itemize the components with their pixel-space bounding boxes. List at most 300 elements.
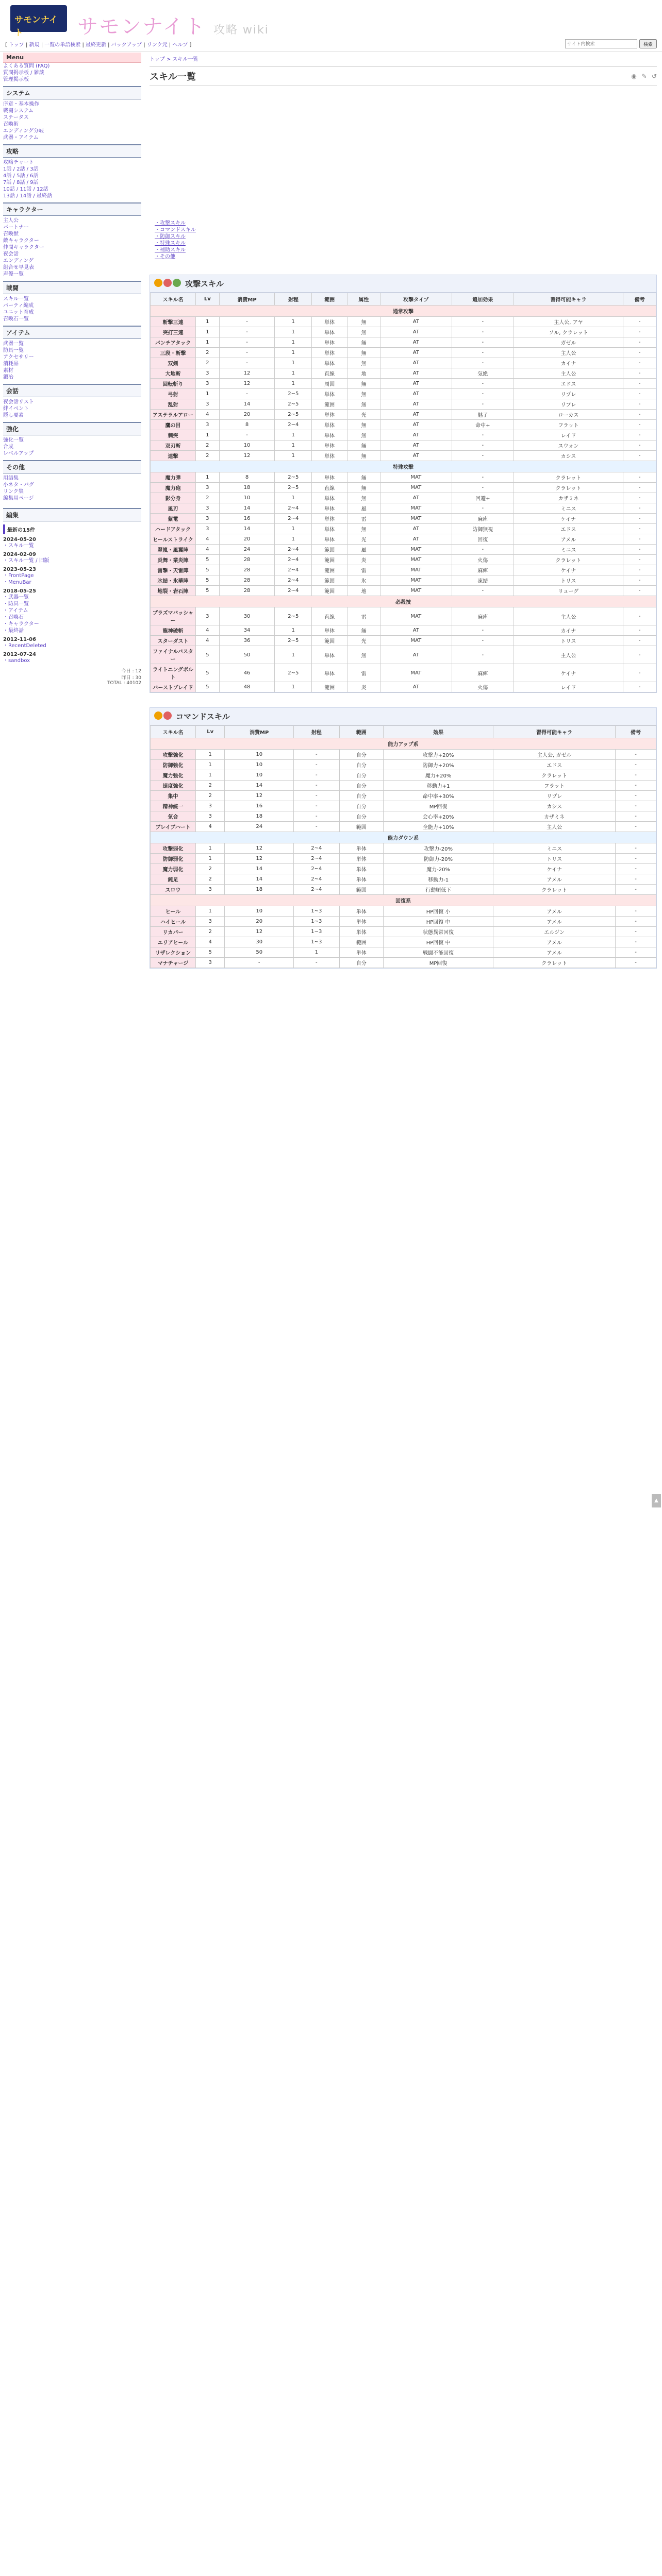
table-cell: -	[623, 646, 656, 664]
table-cell: 5	[196, 682, 220, 692]
category-row	[151, 832, 656, 843]
category-row	[151, 738, 656, 750]
table-cell: 4	[196, 545, 220, 555]
table-cell: -	[452, 358, 514, 368]
menu-link[interactable]: 召喚術	[3, 122, 19, 127]
top-nav-link[interactable]: バックアップ	[111, 42, 142, 48]
table-cell: ケイナ	[493, 864, 616, 874]
menu-link[interactable]: 召喚石一覧	[3, 316, 29, 322]
table-cell: 14	[219, 399, 275, 410]
menu-section-links	[3, 217, 141, 278]
table-cell: 単体	[339, 917, 383, 927]
table-cell: AT	[380, 524, 452, 534]
column-header: 攻撃タイプ	[380, 293, 452, 306]
menu-link[interactable]: 10話 / 11話 / 12話	[3, 187, 48, 192]
table-cell: 5	[196, 565, 220, 575]
table-cell: レイド	[514, 682, 623, 692]
table-cell: 2	[196, 493, 220, 503]
table-cell: 無	[347, 337, 380, 348]
page-title: スキル一覧	[150, 72, 196, 82]
table-cell: アメル	[493, 937, 616, 947]
table-cell: -	[452, 348, 514, 358]
table-cell: 3	[196, 801, 225, 811]
skill-name: マナチャージ	[151, 958, 196, 968]
menu-section-links	[3, 101, 141, 141]
table-row	[151, 503, 656, 514]
table-row	[151, 399, 656, 410]
table-cell: -	[616, 822, 656, 832]
table-row	[151, 348, 656, 358]
table-cell: AT	[380, 410, 452, 420]
table-cell: 1	[196, 760, 225, 770]
table-cell: 範囲	[312, 682, 347, 692]
skill-name: 魔力強化	[151, 770, 196, 781]
table-cell: 無	[347, 451, 380, 461]
skill-name: 突打三連	[151, 327, 196, 337]
top-nav	[5, 39, 657, 48]
table-cell: 主人公	[514, 646, 623, 664]
menu-link[interactable]: 小ネタ・バグ	[3, 482, 34, 488]
menu-link[interactable]: 鍛冶	[3, 375, 13, 380]
menu-link[interactable]: 1話 / 2話 / 3話	[3, 166, 39, 172]
table-cell: HP回復 中	[383, 917, 493, 927]
table-cell: -	[293, 781, 339, 791]
table-cell: 28	[219, 575, 275, 586]
table-cell: -	[616, 854, 656, 864]
table-cell: 5	[196, 575, 220, 586]
table-row	[151, 822, 656, 832]
table-cell: 単体	[339, 874, 383, 885]
table-cell: -	[623, 358, 656, 368]
menu-section-title: その他	[3, 460, 141, 473]
skill-name: バーストブレイド	[151, 682, 196, 692]
table-cell: 28	[219, 586, 275, 596]
table-cell: -	[623, 575, 656, 586]
table-cell: -	[293, 760, 339, 770]
table-row	[151, 625, 656, 636]
table-cell: 単体	[339, 843, 383, 854]
menu-link[interactable]: スキル一覧	[3, 296, 29, 302]
table-cell: 攻撃力+20%	[383, 750, 493, 760]
table-cell: 魔力+20%	[383, 770, 493, 781]
menu-link[interactable]: 編集用ページ	[3, 496, 34, 501]
top-nav-link[interactable]: リンク元	[146, 42, 168, 48]
menu-link[interactable]: レベルアップ	[3, 451, 34, 456]
skill-name: ハードアタック	[151, 524, 196, 534]
table-cell: AT	[380, 389, 452, 399]
table-cell: AT	[380, 327, 452, 337]
category-label: 通常攻撃	[151, 306, 656, 317]
menu-link[interactable]: 敵キャラクター	[3, 238, 39, 244]
flower-icons	[154, 279, 182, 289]
table-cell: -	[452, 430, 514, 440]
table-cell: -	[293, 801, 339, 811]
table-cell: 無	[347, 524, 380, 534]
table-cell: 範囲	[339, 885, 383, 895]
skill-name: 攻撃強化	[151, 750, 196, 760]
table-cell: 自分	[339, 958, 383, 968]
menu-link[interactable]: パートナー	[3, 225, 29, 230]
table-cell: 命中率+30%	[383, 791, 493, 801]
top-nav-link[interactable]: 一覧の単語検索	[44, 42, 81, 48]
table-cell: AT	[380, 440, 452, 451]
table-cell: -	[623, 379, 656, 389]
table-cell: 自分	[339, 750, 383, 760]
top-nav-link[interactable]: ヘルプ	[172, 42, 188, 48]
table-cell: -	[623, 472, 656, 483]
menu-link[interactable]: エンディング	[3, 258, 34, 264]
site-logo[interactable]: サモンナイト	[10, 5, 67, 32]
top-nav-link[interactable]: 最終更新	[86, 42, 106, 48]
table-cell: 雷	[347, 514, 380, 524]
table-row	[151, 575, 656, 586]
top-nav-link[interactable]: トップ	[9, 42, 24, 48]
skill-name: 双剣	[151, 358, 196, 368]
skill-name: 速度強化	[151, 781, 196, 791]
table-cell: カシス	[493, 801, 616, 811]
top-nav-links: [ トップ | 新規 | 一覧の単語検索 | 最終更新 | バックアップ | リンク元 | ヘルプ ]	[5, 42, 192, 48]
table-cell: AT	[380, 358, 452, 368]
menu-link[interactable]: ステータス	[3, 115, 29, 121]
column-header: 射程	[293, 726, 339, 738]
table-cell: 4	[196, 625, 220, 636]
table-row	[151, 770, 656, 781]
table-cell: 1~3	[293, 937, 339, 947]
table-cell: -	[452, 472, 514, 483]
edit-icon[interactable]: ✎	[641, 73, 647, 80]
search-button[interactable]: 検索	[639, 39, 657, 48]
table-cell: ガゼル	[514, 337, 623, 348]
table-cell: 3	[196, 483, 220, 493]
table-cell: 3	[196, 958, 225, 968]
menu-link[interactable]: 序章・基本操作	[3, 101, 39, 107]
menu-link[interactable]: エンディング分岐	[3, 128, 44, 134]
edit-link[interactable]: 編集	[3, 508, 141, 521]
recent-link[interactable]: ・防具一覧	[3, 601, 29, 607]
table-cell: 24	[225, 822, 293, 832]
recent-link[interactable]: ・アイテム	[3, 608, 28, 614]
menu-link[interactable]: 仲間キャラクター	[3, 245, 44, 250]
menu-link[interactable]: 消耗品	[3, 361, 19, 367]
menu-link[interactable]: よくある質問 (FAQ)	[3, 63, 50, 69]
table-cell: 10	[225, 760, 293, 770]
table-cell: 50	[225, 947, 293, 958]
breadcrumb[interactable]: トップ > スキル一覧	[150, 57, 198, 62]
recent-link[interactable]: ・最終話	[3, 628, 24, 634]
table-cell: 8	[219, 420, 275, 430]
recent-link[interactable]: ・召喚石	[3, 615, 24, 620]
recent-link[interactable]: ・MenuBar	[3, 580, 31, 585]
toc-link[interactable]: ・防御スキル	[155, 234, 186, 240]
table-cell: 30	[219, 607, 275, 625]
recent-links	[3, 572, 141, 586]
table-cell: 4	[196, 937, 225, 947]
table-cell: 18	[225, 885, 293, 895]
menu-link[interactable]: 召喚獣	[3, 231, 19, 237]
table-cell: カザミネ	[493, 811, 616, 822]
skill-name: 大地斬	[151, 368, 196, 379]
table-cell: -	[623, 545, 656, 555]
table-cell: 範囲	[312, 555, 347, 565]
table-cell: 行動順低下	[383, 885, 493, 895]
menu-link[interactable]: 用語集	[3, 476, 19, 481]
table-cell: MAT	[380, 575, 452, 586]
skill-name: リカバー	[151, 927, 196, 937]
skill-name: 氷結・氷華陣	[151, 575, 196, 586]
toc-link[interactable]: ・コマンドスキル	[155, 227, 196, 233]
table-cell: 2~4	[275, 503, 312, 514]
table-row	[151, 646, 656, 664]
table-cell: 雷	[347, 664, 380, 682]
skill-name: 鈍足	[151, 874, 196, 885]
table-cell: 3	[196, 503, 220, 514]
toc-link[interactable]: ・その他	[155, 254, 175, 260]
skill-name: ハイヒール	[151, 917, 196, 927]
skill-name: 魔力弱化	[151, 864, 196, 874]
table-row	[151, 874, 656, 885]
top-nav-link[interactable]: 新規	[29, 42, 40, 48]
menu-section-title: 攻略	[3, 144, 141, 158]
table-cell: 光	[347, 410, 380, 420]
menu-link[interactable]: パーティ編成	[3, 303, 34, 309]
column-header: 消費MP	[225, 726, 293, 738]
table-cell: 単体	[312, 358, 347, 368]
table-cell: 3	[196, 811, 225, 822]
table-cell: -	[616, 864, 656, 874]
table-cell: エルジン	[493, 927, 616, 937]
recent-link[interactable]: ・スキル一覧	[3, 543, 34, 549]
table-cell: 2	[196, 451, 220, 461]
table-row	[151, 451, 656, 461]
flower-icons	[154, 711, 173, 721]
menu-link[interactable]: アクセサリー	[3, 354, 34, 360]
recent-link[interactable]: ・武器一覧	[3, 595, 29, 600]
menu-link[interactable]: 13話 / 14話 / 最終話	[3, 193, 52, 199]
table-cell: MAT	[380, 514, 452, 524]
skill-name: 連撃	[151, 451, 196, 461]
table-cell: 単体	[312, 420, 347, 430]
table-cell: MAT	[380, 503, 452, 514]
table-row	[151, 664, 656, 682]
column-header: スキル名	[151, 726, 196, 738]
table-cell: 光	[347, 534, 380, 545]
history-icon[interactable]: ↺	[651, 73, 657, 80]
menu-link[interactable]: 夜会話リスト	[3, 399, 34, 405]
recent-link[interactable]: ・スキル一覧 / 旧版	[3, 558, 49, 564]
table-cell: MP回復	[383, 958, 493, 968]
table-cell: 1	[275, 646, 312, 664]
table-cell: クラレット	[493, 958, 616, 968]
table-row	[151, 389, 656, 399]
menu-link[interactable]: 攻略チャート	[3, 160, 34, 165]
column-header: 範囲	[312, 293, 347, 306]
table-row	[151, 811, 656, 822]
table-row	[151, 864, 656, 874]
table-cell: 全能力+10%	[383, 822, 493, 832]
table-cell: -	[225, 958, 293, 968]
table-cell: 2~4	[293, 843, 339, 854]
table-cell: -	[616, 885, 656, 895]
page-head	[150, 66, 657, 86]
table-cell: 炎	[347, 682, 380, 692]
menu-link[interactable]: 質問掲示板 / 雑談	[3, 70, 44, 76]
table-cell: 2~4	[293, 885, 339, 895]
table-cell: 自分	[339, 801, 383, 811]
table-cell: 2~4	[275, 514, 312, 524]
menu-link[interactable]: ユニット育成	[3, 310, 34, 315]
table-cell: 単体	[312, 524, 347, 534]
table-cell: 2	[196, 358, 220, 368]
table-cell: トリス	[514, 636, 623, 646]
table-cell: MAT	[380, 483, 452, 493]
table-cell: 2~4	[275, 545, 312, 555]
table-cell: トリス	[514, 575, 623, 586]
table-cell: -	[616, 874, 656, 885]
menu-link[interactable]: 合成	[3, 444, 13, 450]
attack-skill-box	[150, 275, 657, 693]
table-cell: 無	[347, 317, 380, 327]
table-cell: 28	[219, 555, 275, 565]
menu-link[interactable]: 防具一覧	[3, 348, 24, 353]
table-cell: ローカス	[514, 410, 623, 420]
table-cell: 範囲	[339, 822, 383, 832]
scroll-top-button[interactable]: ▲	[652, 1494, 661, 1507]
recent-link[interactable]: ・FrontPage	[3, 573, 34, 579]
table-cell: 魅了	[452, 410, 514, 420]
skill-name: ヒール	[151, 906, 196, 917]
table-cell: AT	[380, 337, 452, 348]
skill-name: 攻撃弱化	[151, 843, 196, 854]
menu-link[interactable]: 管理掲示板	[3, 77, 29, 82]
skill-name: 魔力弾	[151, 472, 196, 483]
menu-link[interactable]: 素材	[3, 368, 13, 374]
command-skill-box	[150, 707, 657, 969]
menu-link[interactable]: 組合せ早見表	[3, 265, 34, 270]
table-cell: 無	[347, 379, 380, 389]
site-header	[0, 0, 662, 52]
table-cell: 2~4	[275, 565, 312, 575]
skill-name: 紫電	[151, 514, 196, 524]
table-cell: AT	[380, 420, 452, 430]
table-cell: 16	[225, 801, 293, 811]
menu-section-links	[3, 399, 141, 419]
table-cell: 単体	[339, 864, 383, 874]
table-cell: ケイナ	[514, 565, 623, 575]
table-cell: 1	[275, 440, 312, 451]
table-cell: 単体	[339, 927, 383, 937]
column-header: Lv	[196, 293, 220, 306]
table-row	[151, 483, 656, 493]
column-header: 射程	[275, 293, 312, 306]
table-cell: -	[452, 389, 514, 399]
category-label: 能力アップ系	[151, 738, 656, 750]
menu-link[interactable]: 隠し要素	[3, 413, 24, 418]
table-cell: 範囲	[312, 399, 347, 410]
recent-link[interactable]: ・sandbox	[3, 658, 30, 664]
table-cell: 1	[275, 358, 312, 368]
table-cell: 風	[347, 503, 380, 514]
table-cell: 1	[196, 337, 220, 348]
table-cell: 3	[196, 514, 220, 524]
menu-link[interactable]: 強化一覧	[3, 437, 24, 443]
table-row	[151, 317, 656, 327]
table-cell: 移動力+1	[383, 781, 493, 791]
table-row	[151, 917, 656, 927]
table-row	[151, 801, 656, 811]
table-cell: MAT	[380, 607, 452, 625]
menu-link[interactable]: 7話 / 8話 / 9話	[3, 180, 39, 185]
table-cell: 範囲	[312, 545, 347, 555]
table-cell: 2~4	[293, 874, 339, 885]
column-header: スキル名	[151, 293, 196, 306]
toc-link[interactable]: ・攻撃スキル	[155, 221, 186, 226]
table-cell: 風	[347, 545, 380, 555]
menu-section-title: 会話	[3, 384, 141, 397]
table-cell: 2	[196, 781, 225, 791]
column-header: 属性	[347, 293, 380, 306]
menu-link[interactable]: 主人公	[3, 218, 19, 224]
table-cell: 雷	[347, 565, 380, 575]
table-row	[151, 337, 656, 348]
menu-link[interactable]: 夜会話	[3, 251, 19, 257]
table-row	[151, 750, 656, 760]
menu-link[interactable]: 戦闘システム	[3, 108, 34, 114]
menu-link[interactable]: 4話 / 5話 / 6話	[3, 173, 39, 179]
table-cell: 2~5	[275, 607, 312, 625]
table-row	[151, 586, 656, 596]
table-cell: 10	[225, 770, 293, 781]
table-cell: 攻撃力-20%	[383, 843, 493, 854]
table-cell: -	[616, 750, 656, 760]
table-cell: 無	[347, 399, 380, 410]
toc-link[interactable]: ・補助スキル	[155, 247, 186, 253]
table-cell: トリス	[493, 854, 616, 864]
menu-link[interactable]: 武器一覧	[3, 341, 24, 347]
recent-link[interactable]: ・RecentDeleted	[3, 643, 46, 649]
skill-name: 気合	[151, 811, 196, 822]
table-cell: 麻痺	[452, 664, 514, 682]
menu-link[interactable]: 声優一覧	[3, 272, 24, 277]
table-cell: -	[219, 327, 275, 337]
table-cell: -	[616, 781, 656, 791]
table-cell: 2	[196, 348, 220, 358]
table-cell: 単体	[312, 472, 347, 483]
table-body	[151, 306, 656, 692]
table-cell: リプレ	[514, 389, 623, 399]
table-row	[151, 493, 656, 503]
table-cell: 2~4	[293, 864, 339, 874]
table-cell: 範囲	[312, 586, 347, 596]
menu-link[interactable]: 武器・アイテム	[3, 135, 39, 141]
toc-link[interactable]: ・特殊スキル	[155, 241, 186, 246]
table-row	[151, 636, 656, 646]
rss-icon[interactable]: ◉	[631, 73, 637, 80]
search-input[interactable]	[565, 39, 637, 48]
menu-link[interactable]: 絆イベント	[3, 406, 29, 412]
recent-link[interactable]: ・キャラクター	[3, 621, 39, 627]
table-cell: 2~5	[275, 483, 312, 493]
table-cell: -	[623, 410, 656, 420]
table-cell: 28	[219, 565, 275, 575]
table-header	[151, 293, 656, 306]
table-cell: 回避+	[452, 493, 514, 503]
table-cell: クラレット	[493, 770, 616, 781]
column-header: 消費MP	[219, 293, 275, 306]
menu-link[interactable]: リンク集	[3, 489, 24, 495]
category-row	[151, 596, 656, 607]
table-cell: 20	[219, 534, 275, 545]
table-row	[151, 368, 656, 379]
